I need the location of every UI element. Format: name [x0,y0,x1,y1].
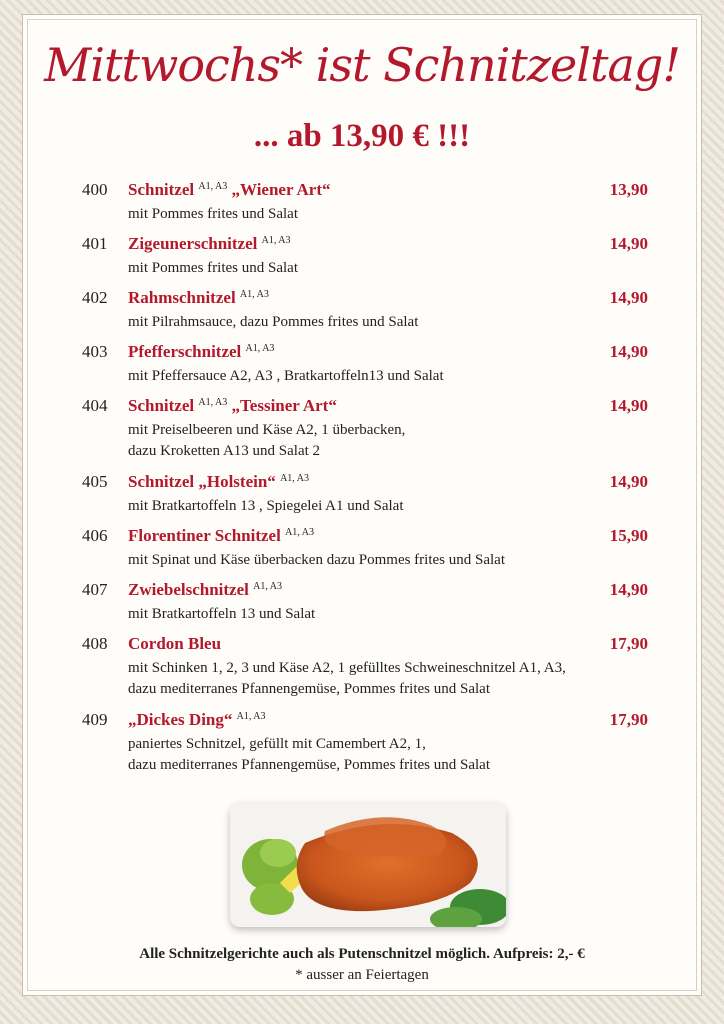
item-description: mit Pfeffersauce A2, A3 , Bratkartoffeln13 und Salat [128,368,444,384]
item-price: 17,90 [609,710,648,729]
holiday-footnote: * ausser an Feiertagen [295,967,429,983]
item-number: 403 [82,342,108,361]
item-name: Florentiner Schnitzel $^{A1, A3}$ [128,526,314,545]
item-name: Pfefferschnitzel $^{A1, A3}$ [128,342,275,361]
item-price: 14,90 [609,396,648,415]
item-description: mit Pommes frites und Salat [128,206,298,222]
item-price: 14,90 [609,472,648,491]
item-price: 14,90 [609,342,648,361]
item-price: 14,90 [609,234,648,253]
item-description: mit Bratkartoffeln 13 und Salat [128,606,316,622]
item-name: Schnitzel $^{A1, A3}$ „Tessiner Art“ [128,396,337,415]
price-subtitle: ... ab 13,90 € !!! [253,118,471,154]
item-number: 409 [82,710,108,729]
item-name: Cordon Bleu [128,634,222,653]
item-name: Rahmschnitzel $^{A1, A3}$ [128,288,269,307]
item-number: 407 [82,580,108,599]
item-description: mit Bratkartoffeln 13 , Spiegelei A1 und Salat [128,498,404,514]
item-price: 14,90 [609,288,648,307]
item-description: mit Pommes frites und Salat [128,260,298,276]
item-description-line2: dazu mediterranes Pfannengemüse, Pommes frites und Salat [128,757,490,773]
item-description-line2: dazu Kroketten A13 und Salat 2 [128,443,321,459]
item-number: 400 [82,180,108,199]
page-title: Mittwochs* ist Schnitzeltag! [44,38,680,92]
item-name: Zigeunerschnitzel $^{A1, A3}$ [128,234,291,253]
item-price: 17,90 [609,634,648,653]
item-number: 404 [82,396,108,415]
item-number: 406 [82,526,108,545]
item-name: Zwiebelschnitzel $^{A1, A3}$ [128,580,283,599]
item-name: Schnitzel $^{A1, A3}$ „Wiener Art“ [128,180,331,199]
item-description: mit Schinken 1, 2, 3 und Käse A2, 1 gefülltes Schweineschnitzel A1, A3, [128,660,566,676]
item-price: 15,90 [609,526,648,545]
item-description: mit Preiselbeeren und Käse A2, 1 überbacken, [128,422,406,438]
item-number: 401 [82,234,108,253]
item-number: 405 [82,472,108,491]
item-price: 14,90 [609,580,648,599]
item-description-line2: dazu mediterranes Pfannengemüse, Pommes frites und Salat [128,681,490,697]
item-price: 13,90 [609,180,648,199]
item-name: „Dickes Ding“ $^{A1, A3}$ [128,710,266,729]
turkey-option-note: Alle Schnitzelgerichte auch als Putenschnitzel möglich. Aufpreis: 2,- € [139,946,585,962]
item-description: mit Spinat und Käse überbacken dazu Pommes frites und Salat [128,552,505,568]
item-description: mit Pilrahmsauce, dazu Pommes frites und Salat [128,314,419,330]
item-number: 408 [82,634,108,653]
schnitzel-photo [230,803,506,927]
item-description: paniertes Schnitzel, gefüllt mit Camembert A2, 1, [128,736,426,752]
item-number: 402 [82,288,108,307]
item-name: Schnitzel „Holstein“ $^{A1, A3}$ [128,472,309,491]
